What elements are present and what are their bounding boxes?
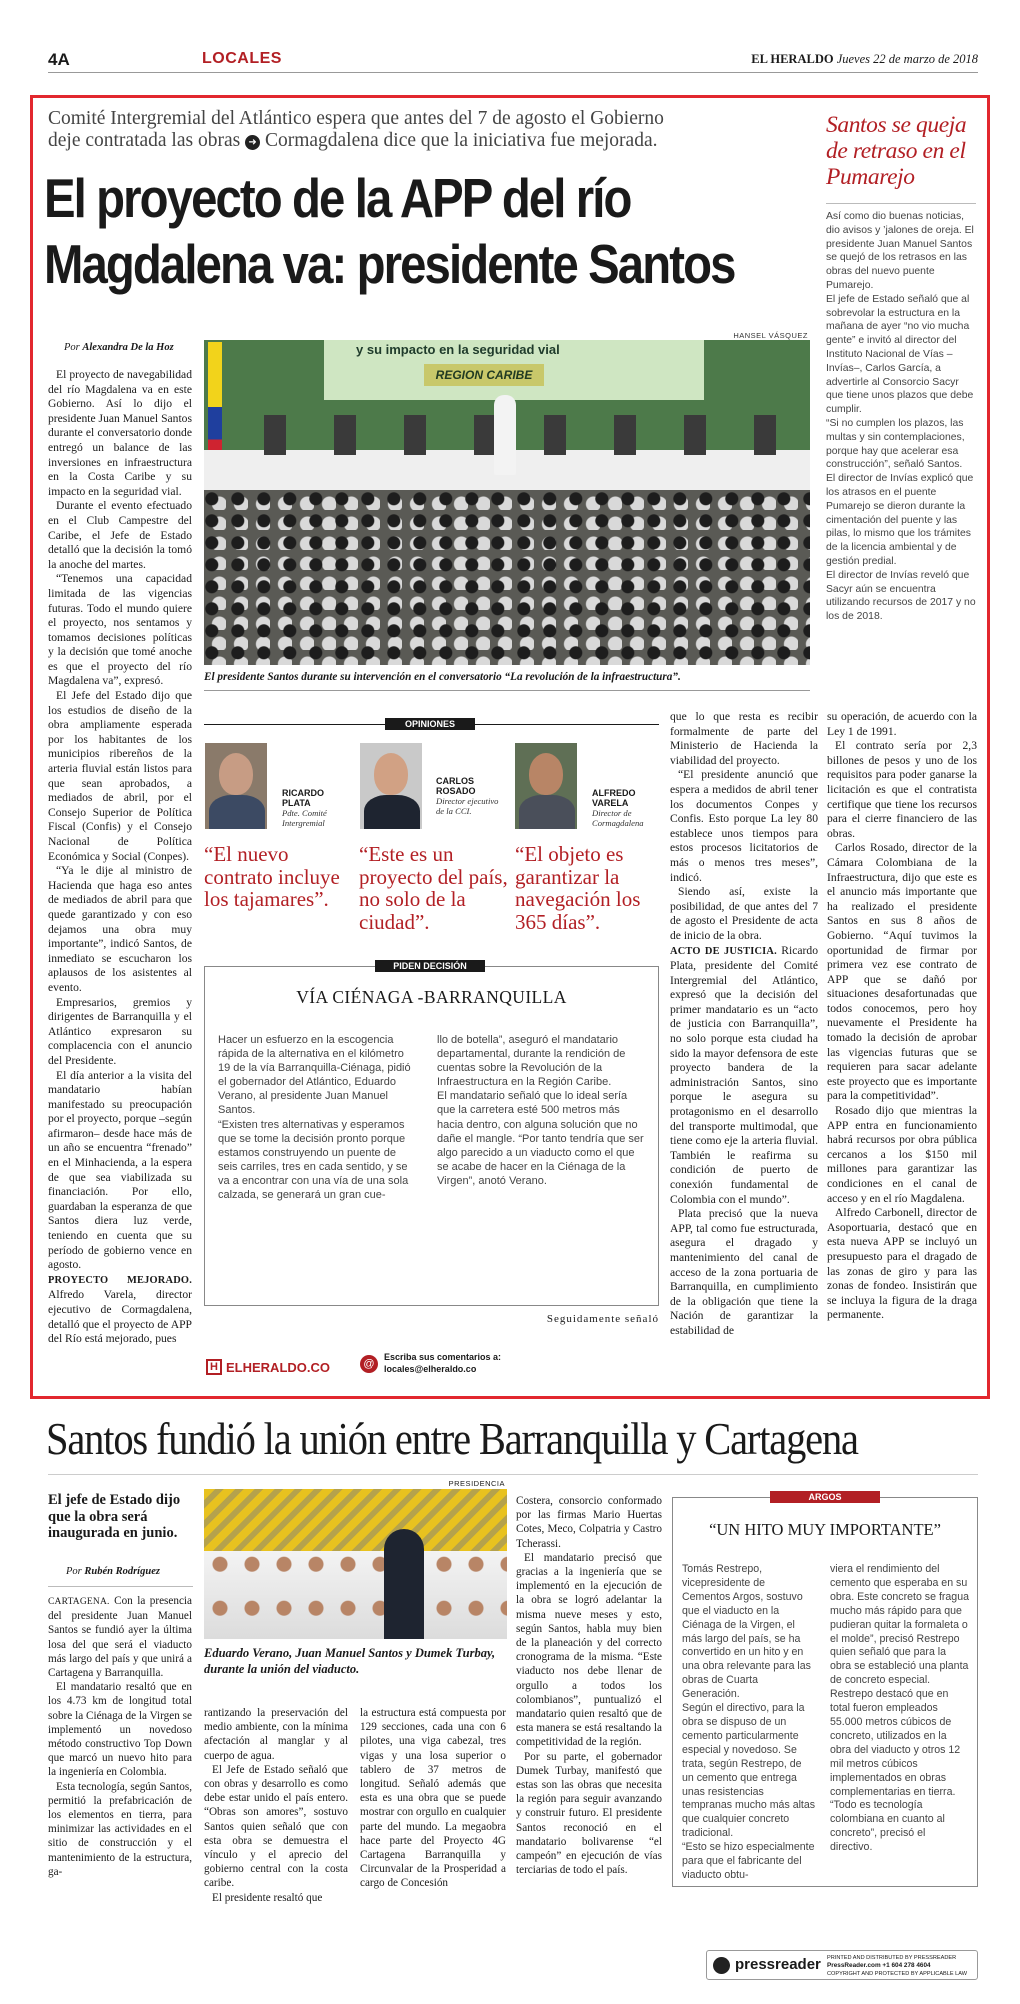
kicker-line-1: Comité Intergremial del Atlántico espera que antes del 7 de agosto el Gobierno <box>48 108 664 129</box>
second-headline-rule <box>48 1474 978 1475</box>
main-photo <box>204 340 810 665</box>
avatar-ricardo-plata <box>205 743 267 829</box>
second-photo-credit: PRESIDENCIA <box>448 1479 505 1488</box>
decision-column-1: Hacer un esfuerzo en la escogencia rápida de la alternativa en el kilómetro 19 de la vía Barranquilla-Ciénaga, pidió el gobernador del Atlántico, Eduardo Verano, al presidente Juan Manuel Santos. “Existen tres alternativas y esperamos que se tome la decisión pronto porque estamos construyendo un puente de seis carriles, tres en cada sentido, y se va a encontrar con una vía de una sola calzada, se generará un gran cue- <box>218 1034 411 1202</box>
second-headline: Santos fundió la unión entre Barranquilla y Cartagena <box>46 1414 858 1464</box>
at-icon: @ <box>360 1355 378 1373</box>
subhead-acto-justicia: ACTO DE JUSTICIA. <box>670 945 777 957</box>
caption-rule <box>204 690 810 691</box>
second-column-1: CARTAGENA. Con la presencia del presidente Juan Manuel Santos se fundió ayer la última losa del que será el viaducto más largo del país y que unirá a Cartagena y Barranquilla. El mandatario resaltó que en los 4.73 km de longitud total sobre la Ciénaga de la Virgen se implementó un novedoso método constructivo Top Down que marcó un nuevo hito para la ingeniería en Colombia. Esta tecnología, según Santos, permitió la prefabricación de los elementos en tierra, para minimizar las actividades en el sitio de construcción y el mantenimiento de la estructura, ga- <box>48 1595 192 1878</box>
opinion-1-quote: “El nuevo contrato incluye los tajamares”. <box>204 842 340 911</box>
opinion-2-quote: “Este es un proyecto del país, no solo de la ciudad”. <box>359 842 508 934</box>
headline-line-2: Magdalena va: presidente Santos <box>44 233 735 295</box>
avatar-alfredo-varela <box>515 743 577 829</box>
headline-line-1: El proyecto de la APP del río <box>44 167 631 229</box>
second-photo <box>204 1489 507 1639</box>
sidebar-rule <box>826 203 976 204</box>
elheraldo-h-icon: H <box>206 1359 222 1375</box>
pressreader-badge[interactable]: pressreader PRINTED AND DISTRIBUTED BY PRESSREADER PressReader.com +1 604 278 4604 COPYRIGHT AND PROTECTED BY APPLICABLE LAW <box>706 1950 978 1980</box>
opinion-2-name: CARLOS ROSADO Director ejecutivo de la CCI. <box>436 776 499 816</box>
main-column-3: Seguidamente señaló <box>546 1313 659 1325</box>
main-headline <box>44 165 735 297</box>
second-dateline: CARTAGENA. <box>48 1597 110 1607</box>
page-number: 4A <box>48 50 70 69</box>
subhead-proyecto-mejorado: PROYECTO MEJORADO. <box>48 1274 192 1286</box>
second-byline: Por Rubén Rodríguez <box>66 1566 160 1577</box>
decision-column-2: llo de botella”, aseguró el mandatario departamental, durante la rendición de cuentas sobre la Revolución de la Infraestructura en la Región Caribe. El mandatario señaló que lo ideal sería que la carretera esté 500 metros más hacia dentro, con alguna solución que no dañe el mangle. “Por tanto tendría que ser algo parecido a un viaducto como el que se acabe de hacer en la Ciénaga de la Virgen”, anotó Verano. <box>437 1034 644 1187</box>
main-column-1: El proyecto de navegabilidad del río Magdalena va en este Gobierno. Así lo dijo el presidente Juan Manuel Santos durante el conversatorio donde entregó un balance de las inversiones en infraestructura en la Costa Caribe y su impacto en la seguridad vial. Durante el evento efectuado en el Club Campestre del Caribe, el Jefe de Estado detalló que la decisión la tomó la anoche del martes. “Tenemos una capacidad limitada de las vigencias futuras. Todo el mundo quiere el proyecto, nos sentamos y tomamos decisiones políticas y la decisión que tomé anoche es que el proyecto del río Magdalena va”, expresó. El Jefe del Estado dijo que los estudios de diseño de la obra ampliamente esperada por los habitantes de los municipios ribereños de la arteria fluvial están listos para que sean aprobados, a mediados de abril, por el Consejo Superior de Política Fiscal (Confis) y el Consejo Nacional de Política Económica y Social (Conpes). “Ya le dije al ministro de Hacienda que haga eso antes de mediados de abril para que quede garantizado y con eso dejamos una obra muy importante”, indicó Santos, de inmediato se escucharon los aplausos de los asistentes al evento. Empresarios, gremios y dirigentes de Barranquilla y el Atlántico expresaron su complacencia con el anuncio del Presidente. El día anterior a la visita del mandatario habían manifestado su preocupación por el proyecto, porque –según afirmaron– desde hace más de un año se encuentra “frenado” en el Minhacienda, a la espera de que sea viabilizada su financiación. Por ello, guardaban la esperanza de que Santos diera luz verde, teniendo en cuenta que su período de gobierno vence en agosto. PROYECTO MEJORADO. Alfredo Varela, director ejecutivo de Cormagdalena, detalló que el proyecto de APP del Río está mejorado, pues <box>48 368 192 1346</box>
second-column-4: Costera, consorcio conformado por las firmas Mario Huertas Cotes, Meco, Colpatria y Castro Tcherassi. El mandatario precisó que gracias a la ingeniería que se implementó en la ejecución de la obra se logró adelantar la misma nueve meses y esto, según Santos, habla muy bien de la planeación y del correcto cronograma de la misma. “Este viaducto nos debe llenar de orgullo a todos los colombianos”, puntualizó el mandatario quien resaltó que de esta manera se está resaltando la competitividad de la región. Por su parte, el gobernador Dumek Turbay, manifestó que estas son las obras que necesita la región para seguir avanzando y construir futuro. El presidente Santos reconoció en el mandatario bolivarense “el campeón” en ejecución de vías terciarias de todo el país. <box>516 1495 662 1877</box>
sidebar-title: Santos se queja de retraso en el Pumarejo <box>826 112 967 190</box>
masthead-info <box>700 52 978 67</box>
main-photo-caption: El presidente Santos durante su intervención en el conversatorio “La revolución de la infraestructura”. <box>204 671 681 683</box>
stage-screen: y su impacto en la seguridad vial REGION CARIBE <box>324 340 704 400</box>
second-column-2: rantizando la preservación del medio ambiente, con la mínima afectación al manglar y al cuerpo de agua. El Jefe de Estado señaló que con obras y desarrollo es como debe estar unido el país entero. “Obras son amores”, sostuvo Santos quien señaló que con esta obra se demuestra el vínculo y el aprecio del gobierno central con la costa caribe. El presidente resaltó que <box>204 1707 348 1904</box>
decision-title: VÍA CIÉNAGA -BARRANQUILLA <box>296 987 567 1007</box>
opinion-1-name: RICARDO PLATA Pdte. Comité Intergremial <box>282 788 327 828</box>
pressreader-logo: pressreader <box>735 1956 821 1973</box>
audience <box>204 490 810 665</box>
kicker-line-2: deje contratada las obras ➜ Cormagdalena dice que la iniciativa fue mejorada. <box>48 130 658 151</box>
main-column-4: que lo que resta es recibir formalmente de parte del Ministerio de Hacienda la viabilidad del proyecto. “El presidente anunció que espera a medidos de abril tener los documentos Conpes y Confis. Esto porque La ley 80 establece unos tiempos para estos procesos licitatorios de más o menos tres meses”, indicó. Siendo así, existe la posibilidad, de que antes del 7 de agosto el Presidente de acta de inicio de la obra. ACTO DE JUSTICIA. Ricardo Plata, presidente del Comité Intergremial del Atlántico, expresó que la decisión del primer mandatario es un “acto de justicia con Barranquilla”, no solo porque esta ciudad ha sido la mayor defensora de este proyecto bandera de la administración Santos, sino porque le asegura su protagonismo en el desarrollo del transporte multimodal, que tiene como eje la arteria fluvial. También le reafirma su condición de puerto de conexión fundamental de Colombia con el mundo”. Plata precisó que la nueva APP, tal como fue estructurada, asegura el dragado y mantenimiento del canal de acceso de la zona portuaria de Barranquilla, en cumplimiento de la obligación que tiene la Nación de garantizar la estabilidad de <box>670 710 818 1337</box>
argos-tag: ARGOS <box>770 1491 880 1503</box>
second-column-3: la estructura está compuesta por 129 secciones, cada una con 6 pilotes, una viga cabezal, tres vigas y una losa superior o tablero de 37 metros de longitud. Señaló además que esta es una obra que se puede mostrar con orgullo en cualquier parte del mundo. La megaobra hace parte del Proyecto 4G Cartagena Barranquilla y Circunvalar de la Prosperidad a cargo de Concesión <box>360 1707 506 1890</box>
second-byline-rule <box>48 1586 193 1587</box>
second-photo-caption: Eduardo Verano, Juan Manuel Santos y Dumek Turbay, durante la unión del viaducto. <box>204 1646 496 1676</box>
sidebar-body: Así como dio buenas noticias, dio avisos y ’jalones de oreja. El presidente Juan Manuel Santos se quejó de los retrasos en las obras del nuevo puente Pumarejo. El jefe de Estado señaló que al sobrevolar la estructura en la mañana de ayer “no vio mucha gente” e invitó al director del Instituto Nacional de Vías –Invías–, Carlos García, a advertirle al Consorcio Sacyr que tiene unos plazos que debe cumplir. “Si no cumplen los plazos, las multas y sin contemplaciones, porque hay que acelerar esa construcción”, señaló Santos. El director de Invías explicó que los atrasos en el puente Pumarejo se dieron durante la cimentación del puente y las pilas, lo mismo que los trámites de la licencia ambiental y de gestión predial. El director de Invías reveló que Sacyr aún se encuentra utilizando recursos de 2017 y no los de 2018. <box>826 211 976 623</box>
paper-name: EL HERALDO <box>751 52 834 66</box>
arrow-circle-icon: ➜ <box>245 135 260 150</box>
opinion-3-name: ALFREDO VARELA Director de Cormagdalena <box>592 788 644 828</box>
photo-credit: HANSEL VÁSQUEZ <box>733 331 808 340</box>
kicker <box>48 108 808 152</box>
comments-contact: Escriba sus comentarios a: locales@elheraldo.co <box>384 1352 502 1374</box>
issue-date: Jueves 22 de marzo de 2018 <box>836 52 978 66</box>
comments-email[interactable]: locales@elheraldo.co <box>384 1364 477 1374</box>
argos-column-1: Tomás Restrepo, vicepresidente de Cementos Argos, sostuvo que el viaducto en la Ciénaga de la Virgen, el más largo del país, se ha convertido en un hito y en una obra relevante para las obras de Cuarta Generación. Según el directivo, para la obra se dispuso de un cemento particularmente especial y novedoso. Se trata, según Restrepo, de un cemento que entrega unas resistencias tempranas mucho más altas que cualquier concreto tradicional. “Esto se hizo especialmente para que el fabricante del viaducto obtu- <box>682 1563 816 1881</box>
pressreader-icon <box>713 1957 730 1974</box>
decision-tag: PIDEN DECISIÓN <box>375 960 485 972</box>
header-rule <box>48 72 978 73</box>
speaker <box>494 395 516 475</box>
opinions-tag: OPINIONES <box>385 718 475 730</box>
opinion-3-quote: “El objeto es garantizar la navegación los 365 días”. <box>515 842 641 934</box>
section-name: LOCALES <box>202 50 282 67</box>
main-byline: Por Alexandra De la Hoz <box>64 342 174 353</box>
main-column-5: su operación, de acuerdo con la Ley 1 de 1991. El contrato sería por 2,3 billones de pesos y uno de los requisitos para poder ganarse la licitación es que el contratista certifique que tiene los recursos para el cierre financiero de las obras. Carlos Rosado, director de la Cámara Colombiana de la Infraestructura, dijo que este es el anuncio más importante que ha realizado el presidente Santos en sus 8 años de Gobierno. “Aquí tuvimos la oportunidad de firmar por primera vez ese contrato de APP que se dañó por situaciones desafortunadas que todos conocemos, pero hoy nuevamente el Presidente ha tomado la decisión de aprobar las vigencias futuras que se requieren para sacar adelante este proyecto que es importante para la competitividad”. Rosado dijo que mientras la APP entra en funcionamiento habrá recursos por obra pública cercanos a los $150 mil millones para garantizar las condiciones en el canal de acceso y en el río Magdalena. Alfredo Carbonell, director de Asoportuaria, destacó que en esta nueva APP se incluyó un presupuesto para el dragado de las zonas de giro y para las zonas de fondeo. Insistirán que se incluya la figura de la draga permanente. <box>827 710 977 1322</box>
second-deck: El jefe de Estado dijo que la obra será inaugurada en junio. <box>48 1492 181 1541</box>
avatar-carlos-rosado <box>360 743 422 829</box>
promo-logo[interactable]: H ELHERALDO.CO <box>206 1358 330 1378</box>
argos-column-2: viera el rendimiento del cemento que esperaba en su obra. Este concreto se fragua mucho más rápido para que pudieran quitar la formaleta o el molde”, precisó Restrepo quien señaló que para la obra se estableció una planta de concreto especial. Restrepo destacó que en total fueron empleados 55.000 metros cúbicos de concreto, utilizados en la obra del viaducto y otros 12 mil metros cúbicos implementados en obras complementarias en tierra. “Todo es tecnología colombiana en cuanto al concreto”, precisó el directivo. <box>830 1563 969 1854</box>
argos-title: “UN HITO MUY IMPORTANTE” <box>709 1520 941 1539</box>
